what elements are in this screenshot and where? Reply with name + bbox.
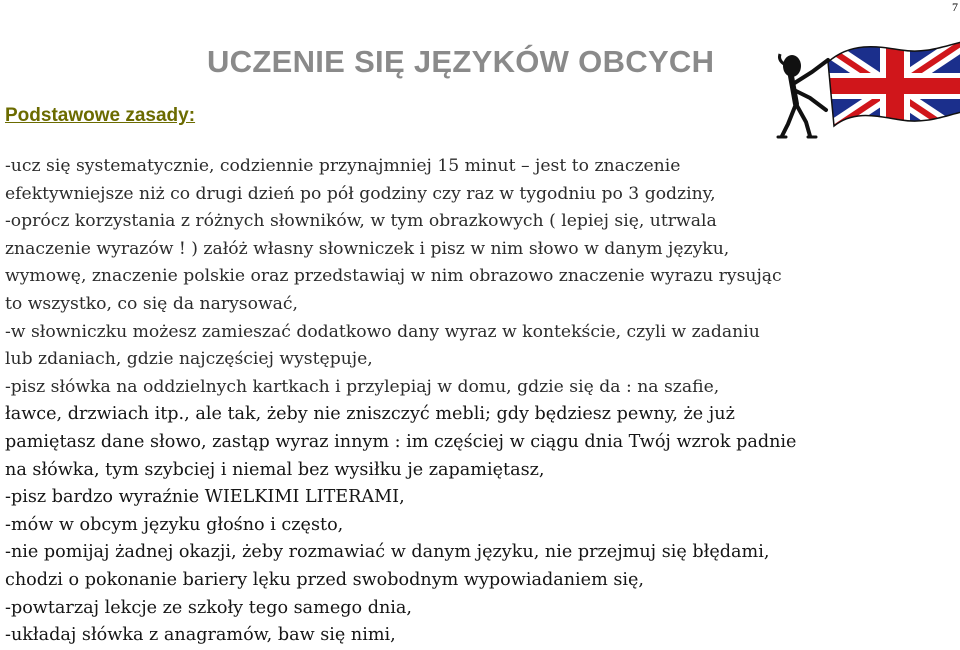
- text-line: znaczenie wyrazów ! ) załóż własny słowniczek i pisz w nim słowo w danym języku,: [5, 238, 730, 259]
- page-number: 7: [952, 0, 958, 14]
- text-line: chodzi o pokonanie bariery lęku przed swobodnym wypowiadaniem się,: [5, 569, 645, 590]
- text-line: -oprócz korzystania z różnych słowników, w tym obrazkowych ( lepiej się, utrwala: [5, 211, 717, 232]
- text-line: -pisz słówka na oddzielnych kartkach i przylepiaj w domu, gdzie się da : na szafie,: [5, 376, 720, 397]
- text-line: -ucz się systematycznie, codziennie przynajmniej 15 minut – jest to znaczenie: [5, 156, 681, 176]
- text-line: -powtarzaj lekcje ze szkoły tego samego dnia,: [5, 597, 413, 618]
- rules-body: [5, 153, 960, 650]
- text-line: -układaj słówka z anagramów, baw się nimi,: [5, 625, 396, 646]
- text-line: ławce, drzwiach itp., ale tak, żeby nie zniszczyć mebli; gdy będziesz pewny, że już: [5, 404, 735, 425]
- text-line: -pisz bardzo wyraźnie WIELKIMI LITERAMI,: [5, 487, 405, 508]
- text-line: -nie pomijaj żadnej okazji, żeby rozmawiać w danym języku, nie przejmuj się błędami,: [5, 542, 770, 563]
- text-line: pamiętasz dane słowo, zastąp wyraz innym : im częściej w ciągu dnia Twój wzrok padnie: [5, 431, 797, 452]
- page-title: UCZENIE SIĘ JĘZYKÓW OBCYCH: [207, 44, 715, 79]
- stick-figure-with-union-jack-illustration: [776, 40, 960, 140]
- text-line: to wszystko, co się da narysować,: [5, 293, 298, 314]
- text-line: efektywniejsze niż co drugi dzień po pół godziny czy raz w tygodniu po 3 godziny,: [5, 183, 716, 204]
- section-subtitle: Podstawowe zasady:: [5, 105, 196, 126]
- text-line: na słówka, tym szybciej i niemal bez wysiłku je zapamiętasz,: [5, 459, 545, 480]
- text-line: wymowę, znaczenie polskie oraz przedstawiaj w nim obrazowo znaczenie wyrazu rysując: [5, 266, 782, 287]
- text-line: lub zdaniach, gdzie najczęściej występuje,: [5, 349, 373, 370]
- text-line: -mów w obcym języku głośno i często,: [5, 514, 344, 535]
- text-line: -w słowniczku możesz zamieszać dodatkowo dany wyraz w kontekście, czyli w zadaniu: [5, 321, 760, 342]
